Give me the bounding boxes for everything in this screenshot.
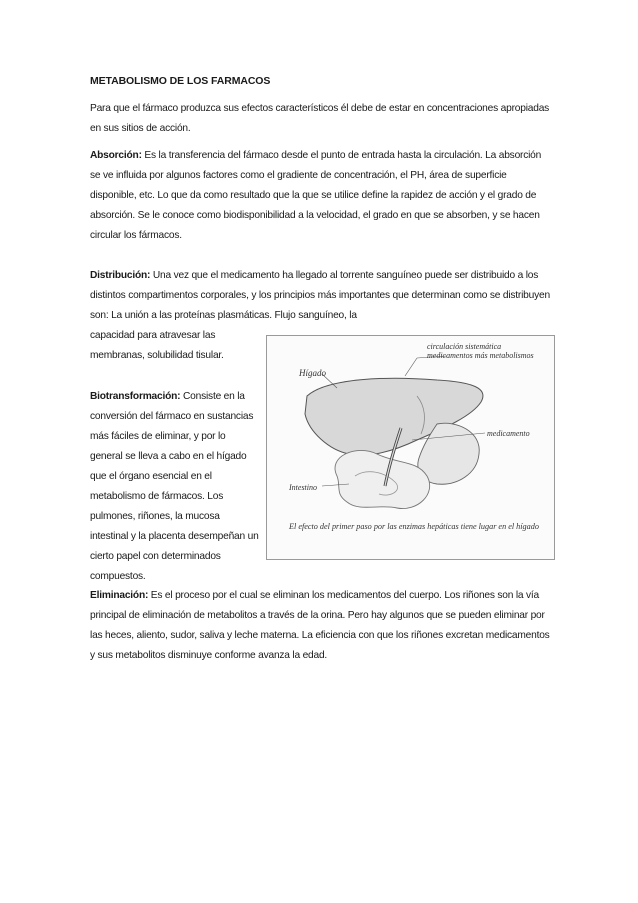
absorcion-paragraph xyxy=(90,146,552,246)
biotransformacion-heading: Biotransformación: xyxy=(90,391,181,402)
intro-paragraph: Para que el fármaco produzca sus efectos característicos él debe de estar en concentraciones apropiadas en sus sitios de acción. xyxy=(90,103,550,134)
document-title: METABOLISMO DE LOS FARMACOS xyxy=(90,75,271,87)
label-intestino: Intestino xyxy=(289,483,317,492)
intestine-shape xyxy=(335,450,430,508)
label-medicamento: medicamento xyxy=(487,429,530,438)
biotransformacion-text: Consiste en la conversión del fármaco en sustancias más fáciles de eliminar, y por lo general se lleva a cabo en el hígado que el órgano esencial en el metabolismo de fármacos. Los pulmones, riñones, la mucosa intestinal y la placenta desempeñan un cierto papel con determinados compuestos. xyxy=(90,391,259,582)
distribucion-text: Una vez que el medicamento ha llegado al torrente sanguíneo puede ser distribuido a los distintos compartimentos corporales, y los principios más importantes que determinan como se distribuyen son: La unión a las proteínas plasmáticas. Flujo sanguíneo, la xyxy=(90,270,550,321)
biotransformacion-paragraph xyxy=(90,387,260,587)
eliminacion-paragraph xyxy=(90,586,552,666)
liver-figure xyxy=(266,335,555,560)
eliminacion-heading: Eliminación: xyxy=(90,590,149,601)
label-circulacion: circulación sistemática medicamentos más metabolismos xyxy=(427,342,534,360)
circulation-pointer-2 xyxy=(405,358,417,376)
figure-caption: El efecto del primer paso por las enzimas hepáticas tiene lugar en el hígado xyxy=(289,522,539,531)
absorcion-text: Es la transferencia del fármaco desde el punto de entrada hasta la circulación. La absorción se ve influida por algunos factores como el gradiente de concentración, el PH, área de superficie disponible, etc. Lo que da como resultado que la que se utilice define la rapidez de acción y el grado de absorción. Se le conoce como biodisponibilidad a la velocidad, el grado en que se absorben, y se hacen circular los fármacos. xyxy=(90,150,542,241)
distribucion-heading: Distribución: xyxy=(90,270,151,281)
label-higado: Hígado xyxy=(299,368,326,378)
distribucion-tail: capacidad para atravesar las membranas, solubilidad tisular. xyxy=(90,330,224,361)
eliminacion-text: Es el proceso por el cual se eliminan los medicamentos del cuerpo. Los riñones son la vía principal de eliminación de metabolitos a través de la orina. Pero hay algunos que se pueden eliminar por las heces, aliento, sudor, saliva y leche materna. La eficiencia con que los riñones excretan medicamentos y sus metabolitos disminuye conforme avanza la edad. xyxy=(90,590,550,661)
absorcion-heading: Absorción: xyxy=(90,150,142,161)
